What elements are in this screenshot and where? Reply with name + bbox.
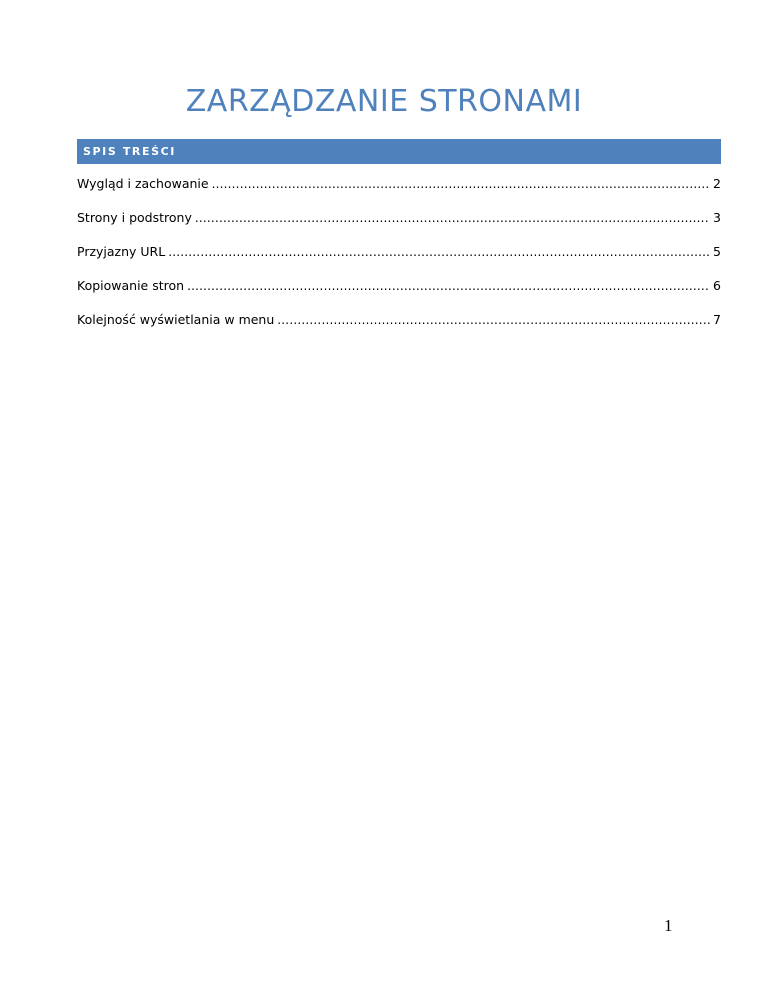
toc-entry[interactable] xyxy=(77,312,721,346)
toc-heading: SPIS TREŚCI xyxy=(83,145,177,158)
toc-dot-leader xyxy=(277,313,710,327)
toc-heading-bar xyxy=(77,139,721,164)
toc-dot-leader xyxy=(195,211,710,225)
toc-entry-label[interactable]: Przyjazny URL xyxy=(77,244,166,259)
toc-entry-label[interactable]: Strony i podstrony xyxy=(77,210,192,225)
toc-entry-page[interactable]: 7 xyxy=(713,312,721,327)
toc-entry[interactable] xyxy=(77,278,721,312)
document-title: ZARZĄDZANIE STRONAMI xyxy=(185,84,583,119)
toc-list xyxy=(77,176,721,346)
toc-entry[interactable] xyxy=(77,176,721,210)
toc-entry-label[interactable]: Wygląd i zachowanie xyxy=(77,176,209,191)
toc-entry-label[interactable]: Kopiowanie stron xyxy=(77,278,185,293)
toc-entry-page[interactable]: 3 xyxy=(713,210,721,225)
toc-dot-leader xyxy=(187,279,710,293)
page-number: 1 xyxy=(664,916,673,935)
toc-entry-label[interactable]: Kolejność wyświetlania w menu xyxy=(77,312,275,327)
toc-entry-page[interactable]: 5 xyxy=(713,244,721,259)
toc-dot-leader xyxy=(212,177,710,191)
toc-entry-page[interactable]: 6 xyxy=(713,278,721,293)
toc-dot-leader xyxy=(168,245,710,259)
toc-entry[interactable] xyxy=(77,210,721,244)
toc-entry-page[interactable]: 2 xyxy=(713,176,721,191)
toc-entry[interactable] xyxy=(77,244,721,278)
